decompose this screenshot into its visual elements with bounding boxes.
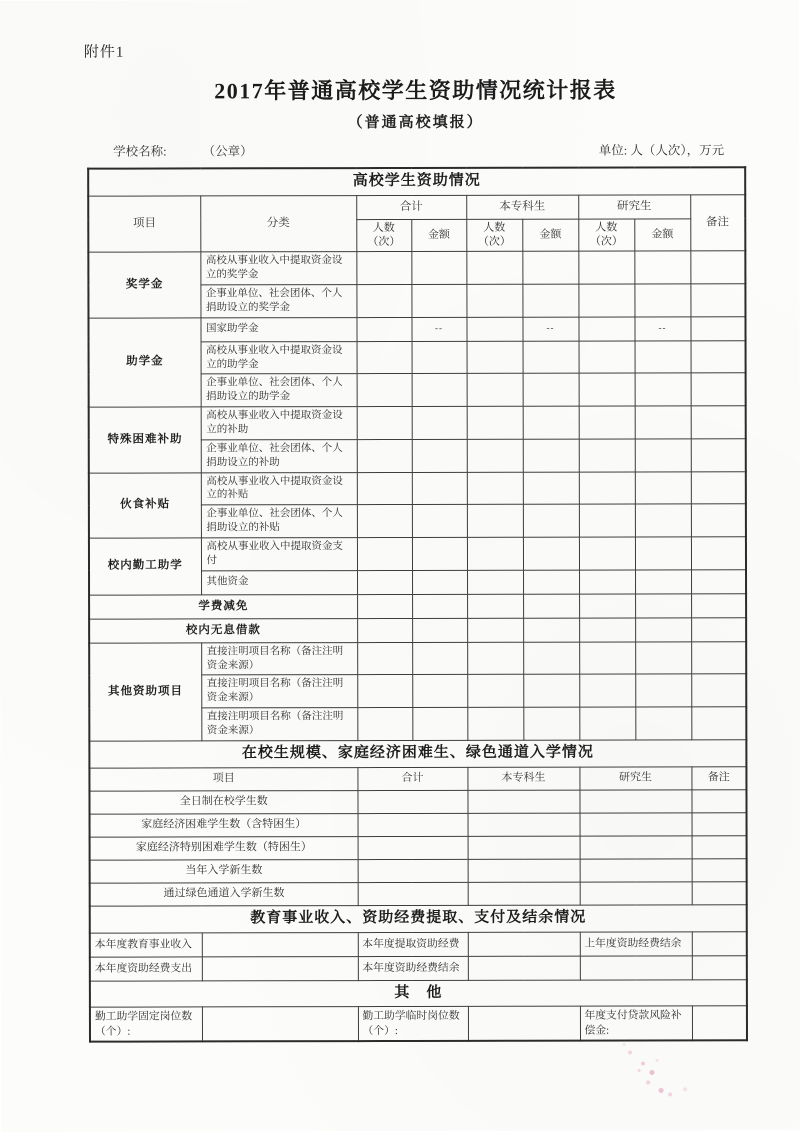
empty-data-cell xyxy=(468,813,580,836)
table-row xyxy=(89,789,746,813)
row-label-cell: 家庭经济特别困难学生数（特困生） xyxy=(90,836,358,860)
empty-data-cell xyxy=(635,504,691,537)
empty-data-cell xyxy=(692,835,747,858)
empty-data-cell xyxy=(634,284,690,317)
school-name-label: 学校名称: xyxy=(113,144,167,159)
section1-title: 高校学生资助情况 xyxy=(88,167,745,196)
empty-data-cell xyxy=(691,570,746,594)
row-label-cell: 通过绿色通道入学新生数 xyxy=(90,882,358,906)
empty-data-cell xyxy=(635,439,691,472)
empty-data-cell xyxy=(412,407,467,440)
section3-title-row xyxy=(90,904,747,932)
empty-data-cell xyxy=(357,538,412,571)
empty-data-cell xyxy=(579,642,635,675)
empty-data-cell xyxy=(579,707,635,740)
col-header-remark: 备注 xyxy=(690,195,745,252)
category-cell: 其他资金 xyxy=(201,570,357,594)
col-header-remark: 备注 xyxy=(691,766,746,789)
empty-data-cell xyxy=(466,284,522,317)
category-cell: 高校从事业收入中提取资金设立的补助 xyxy=(201,407,357,440)
table-row xyxy=(88,317,745,342)
col-header-amount: 金额 xyxy=(634,219,690,252)
empty-data-cell xyxy=(468,956,580,980)
empty-data-cell xyxy=(358,859,468,882)
empty-data-cell xyxy=(357,642,412,675)
empty-data-cell xyxy=(691,618,746,642)
empty-data-cell xyxy=(692,858,747,881)
empty-data-cell xyxy=(523,406,579,439)
empty-data-cell xyxy=(468,882,580,905)
section1-header-row xyxy=(88,195,745,220)
empty-data-cell xyxy=(691,674,746,707)
category-cell: 国家助学金 xyxy=(200,317,356,341)
unit-label: 单位: 人（人次），万元 xyxy=(598,143,725,158)
row-label-cell: 上年度资助经费结余 xyxy=(580,931,692,955)
section1-title-row xyxy=(88,167,745,196)
row-label-cell: 勤工助学临时岗位数（个）: xyxy=(358,1007,468,1041)
empty-data-cell xyxy=(522,284,578,317)
col-header-count: 人数 （次） xyxy=(356,219,411,252)
attachment-label: 附件1 xyxy=(83,44,125,61)
table-row xyxy=(89,537,746,571)
empty-data-cell xyxy=(467,642,523,675)
empty-data-cell xyxy=(579,790,691,813)
empty-data-cell xyxy=(579,341,635,374)
item-cell: 校内勤工助学 xyxy=(89,538,201,595)
item-cell: 伙食补贴 xyxy=(89,473,201,539)
empty-data-cell xyxy=(635,570,691,594)
empty-data-cell xyxy=(468,1006,580,1040)
category-cell: 高校从事业收入中提取资金设立的助学金 xyxy=(201,341,357,374)
empty-data-cell xyxy=(635,406,691,439)
empty-data-cell xyxy=(523,504,579,537)
empty-data-cell xyxy=(468,859,580,882)
empty-data-cell xyxy=(691,373,746,406)
table-row xyxy=(89,642,746,676)
empty-data-cell xyxy=(411,252,466,285)
empty-data-cell xyxy=(523,618,579,642)
empty-data-cell xyxy=(635,472,691,505)
empty-data-cell xyxy=(579,570,635,594)
empty-data-cell xyxy=(691,537,746,570)
section4-title-row xyxy=(90,979,747,1007)
empty-data-cell xyxy=(467,675,523,708)
empty-data-cell xyxy=(523,341,579,374)
col-header-total: 合计 xyxy=(357,767,467,790)
empty-data-cell xyxy=(411,284,466,317)
empty-data-cell xyxy=(467,439,523,472)
item-cell: 其他资助项目 xyxy=(89,643,201,741)
col-header-count: 人数 （次） xyxy=(578,219,634,252)
empty-data-cell xyxy=(357,439,412,472)
empty-data-cell xyxy=(358,882,468,905)
empty-data-cell xyxy=(579,618,635,642)
table-row xyxy=(90,835,747,859)
category-cell: 直接注明项目名称（备注注明资金来源） xyxy=(201,642,357,675)
category-cell: 企事业单位、社会团体、个人捐助设立的补助 xyxy=(201,439,357,472)
category-cell: 企事业单位、社会团体、个人捐助设立的奖学金 xyxy=(200,285,356,318)
empty-data-cell xyxy=(468,932,580,956)
empty-data-cell xyxy=(635,618,691,642)
empty-data-cell xyxy=(357,708,412,741)
section3-title: 教育事业收入、资助经费提取、支付及结余情况 xyxy=(90,904,747,932)
section4-title: 其 他 xyxy=(90,979,747,1007)
empty-data-cell xyxy=(467,618,523,642)
row-label-cell: 本年度资助经费支出 xyxy=(90,956,202,980)
empty-data-cell xyxy=(691,341,746,374)
empty-data-cell xyxy=(467,505,523,538)
empty-data-cell xyxy=(579,674,635,707)
empty-data-cell xyxy=(523,439,579,472)
empty-data-cell xyxy=(202,956,358,980)
category-cell: 高校从事业收入中提取资金支付 xyxy=(201,538,357,571)
table-row xyxy=(89,594,746,619)
section2-title-row xyxy=(89,740,746,768)
empty-data-cell xyxy=(692,812,747,835)
empty-data-cell xyxy=(467,790,579,813)
empty-data-cell xyxy=(467,472,523,505)
empty-data-cell xyxy=(579,373,635,406)
school-name-row xyxy=(87,141,253,159)
row-label-cell: 家庭经济困难学生数（含特困生） xyxy=(90,813,358,837)
empty-data-cell xyxy=(691,406,746,439)
merged-item-cell: 校内无息借款 xyxy=(89,618,357,643)
empty-data-cell xyxy=(467,707,523,740)
table-row xyxy=(90,881,747,905)
empty-data-cell xyxy=(635,373,691,406)
col-header-item: 项目 xyxy=(88,196,200,253)
empty-data-cell xyxy=(690,251,745,284)
table-row xyxy=(89,406,746,440)
empty-data-cell xyxy=(357,407,412,440)
empty-data-cell xyxy=(634,251,690,284)
empty-data-cell xyxy=(692,931,747,955)
col-header-amount: 金额 xyxy=(411,219,466,252)
empty-data-cell xyxy=(691,504,746,537)
empty-data-cell xyxy=(635,674,691,707)
empty-data-cell xyxy=(467,537,523,570)
item-cell: 奖学金 xyxy=(88,252,200,318)
table-row xyxy=(88,251,745,285)
section2-header-row xyxy=(89,766,746,790)
empty-data-cell xyxy=(580,882,692,905)
empty-data-cell xyxy=(635,341,691,374)
empty-data-cell xyxy=(357,675,412,708)
empty-data-cell xyxy=(579,472,635,505)
empty-data-cell xyxy=(580,836,692,859)
empty-data-cell xyxy=(579,537,635,570)
empty-data-cell xyxy=(412,472,467,505)
empty-data-cell xyxy=(412,505,467,538)
empty-data-cell xyxy=(357,570,412,594)
table-row xyxy=(90,812,747,836)
empty-data-cell xyxy=(635,537,691,570)
empty-data-cell xyxy=(691,642,746,675)
table-row xyxy=(90,1006,747,1041)
seal-label: （公章） xyxy=(202,144,253,159)
empty-data-cell xyxy=(412,618,467,642)
empty-data-cell xyxy=(202,932,358,956)
table-row xyxy=(90,931,747,956)
empty-data-cell xyxy=(635,642,691,675)
empty-data-cell xyxy=(467,374,523,407)
empty-data-cell xyxy=(412,374,467,407)
empty-data-cell xyxy=(523,675,579,708)
table-row xyxy=(90,955,747,980)
empty-data-cell xyxy=(691,439,746,472)
empty-data-cell xyxy=(523,472,579,505)
empty-data-cell xyxy=(412,341,467,374)
row-label-cell: 当年入学新生数 xyxy=(90,859,358,883)
empty-data-cell xyxy=(523,594,579,618)
row-label-cell: 勤工助学固定岗位数（个）: xyxy=(90,1007,202,1041)
row-label-cell: 本年度资助经费结余 xyxy=(358,956,468,980)
col-header-undergraduate: 本专科生 xyxy=(466,195,578,219)
empty-data-cell xyxy=(580,813,692,836)
empty-data-cell xyxy=(357,374,412,407)
empty-data-cell xyxy=(635,594,691,618)
empty-data-cell xyxy=(579,439,635,472)
col-header-postgraduate: 研究生 xyxy=(579,767,691,790)
page-title: 2017年普通高校学生资助情况统计报表 xyxy=(214,77,617,104)
empty-data-cell xyxy=(358,813,468,836)
empty-data-cell xyxy=(580,859,692,882)
empty-data-cell xyxy=(692,1006,747,1040)
table-row xyxy=(90,858,747,882)
scan-stain xyxy=(0,1,1,3)
col-header-total: 合计 xyxy=(356,195,466,219)
empty-data-cell xyxy=(356,252,411,285)
table-row xyxy=(89,471,746,505)
empty-data-cell xyxy=(578,251,634,284)
empty-data-cell xyxy=(691,471,746,504)
col-header-postgraduate: 研究生 xyxy=(578,195,690,219)
category-cell: 企事业单位、社会团体、个人捐助设立的补贴 xyxy=(201,505,357,538)
empty-data-cell xyxy=(412,570,467,594)
empty-data-cell xyxy=(358,836,468,859)
col-header-category: 分类 xyxy=(200,195,356,252)
col-header-count: 人数 （次） xyxy=(466,219,522,252)
empty-data-cell xyxy=(578,284,634,317)
empty-data-cell xyxy=(467,406,523,439)
empty-data-cell xyxy=(357,505,412,538)
category-cell: 直接注明项目名称（备注注明资金来源） xyxy=(201,708,357,741)
empty-data-cell xyxy=(692,955,747,979)
empty-data-cell xyxy=(202,1007,358,1041)
empty-data-cell xyxy=(579,594,635,618)
dash-placeholder-cell: -- xyxy=(522,317,578,341)
meta-row xyxy=(87,140,744,159)
empty-data-cell xyxy=(691,594,746,618)
table-row xyxy=(89,618,746,643)
category-cell: 高校从事业收入中提取资金设立的奖学金 xyxy=(200,252,356,285)
dash-placeholder-cell: -- xyxy=(634,317,690,341)
empty-data-cell xyxy=(412,642,467,675)
empty-data-cell xyxy=(691,789,746,812)
col-header-undergraduate: 本专科生 xyxy=(467,767,579,790)
empty-data-cell xyxy=(579,504,635,537)
empty-data-cell xyxy=(412,675,467,708)
empty-data-cell xyxy=(412,439,467,472)
empty-data-cell xyxy=(691,707,746,740)
statistics-table xyxy=(87,166,748,1042)
empty-data-cell xyxy=(467,594,523,618)
category-cell: 企事业单位、社会团体、个人捐助设立的助学金 xyxy=(201,374,357,407)
empty-data-cell xyxy=(357,618,412,642)
empty-data-cell xyxy=(523,537,579,570)
empty-data-cell xyxy=(412,708,467,741)
page-subtitle: （普通高校填报） xyxy=(347,114,484,132)
empty-data-cell xyxy=(357,472,412,505)
row-label-cell: 本年度提取资助经费 xyxy=(358,932,468,956)
empty-data-cell xyxy=(523,570,579,594)
item-cell: 助学金 xyxy=(88,318,200,408)
empty-data-cell xyxy=(356,317,411,341)
item-cell: 特殊困难补助 xyxy=(89,407,201,473)
empty-label-cell xyxy=(580,955,692,979)
empty-data-cell xyxy=(468,836,580,859)
empty-data-cell xyxy=(466,317,522,341)
empty-data-cell xyxy=(579,406,635,439)
empty-data-cell xyxy=(522,251,578,284)
col-header-item: 项目 xyxy=(89,767,357,791)
category-cell: 直接注明项目名称（备注注明资金来源） xyxy=(201,675,357,708)
empty-data-cell xyxy=(467,341,523,374)
category-cell: 高校从事业收入中提取资金设立的补贴 xyxy=(201,472,357,505)
empty-data-cell xyxy=(357,341,412,374)
empty-data-cell xyxy=(357,790,467,813)
empty-data-cell xyxy=(578,317,634,341)
empty-data-cell xyxy=(523,707,579,740)
empty-data-cell xyxy=(467,570,523,594)
section2-title: 在校生规模、家庭经济困难生、绿色通道入学情况 xyxy=(89,740,746,768)
empty-data-cell xyxy=(690,317,745,341)
empty-data-cell xyxy=(523,642,579,675)
empty-data-cell xyxy=(412,594,467,618)
empty-data-cell xyxy=(692,881,747,904)
row-label-cell: 本年度教育事业收入 xyxy=(90,932,202,956)
col-header-amount: 金额 xyxy=(522,219,578,252)
empty-data-cell xyxy=(690,284,745,317)
dash-placeholder-cell: -- xyxy=(411,317,466,341)
merged-item-cell: 学费减免 xyxy=(89,594,357,619)
empty-data-cell xyxy=(412,537,467,570)
empty-data-cell xyxy=(356,284,411,317)
empty-data-cell xyxy=(357,594,412,618)
empty-data-cell xyxy=(466,252,522,285)
empty-data-cell xyxy=(523,374,579,407)
row-label-cell: 全日制在校学生数 xyxy=(89,790,357,814)
row-label-cell: 年度支付贷款风险补偿金: xyxy=(580,1006,692,1040)
empty-data-cell xyxy=(635,707,691,740)
